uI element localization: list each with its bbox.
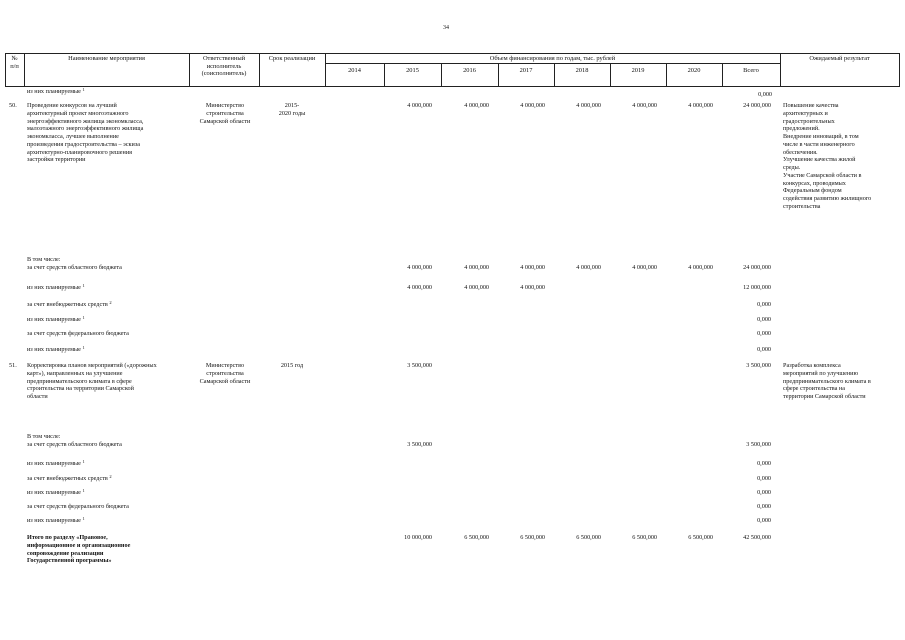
value-cell: 4 000,000 bbox=[688, 264, 713, 271]
header-year-total: Всего bbox=[743, 67, 759, 74]
value-cell: 0,000 bbox=[757, 517, 771, 524]
value-cell: 4 000,000 bbox=[632, 264, 657, 271]
value-cell: 10 000,000 bbox=[404, 534, 432, 541]
sub-row-label: за счет средств федерального бюджета bbox=[27, 330, 129, 337]
section-total-label: Итого по разделу «Правовое, информационное и организационное сопровождение реализации Государственной программы» bbox=[27, 534, 131, 565]
item50-term: 2015- 2020 годы bbox=[278, 102, 306, 117]
value-cell: 4 000,000 bbox=[576, 102, 601, 109]
item50-num: 50. bbox=[9, 102, 17, 109]
header-result: Ожидаемый результат bbox=[809, 55, 870, 62]
value-cell: 0,000 bbox=[757, 301, 771, 308]
value-cell: 42 500,000 bbox=[743, 534, 771, 541]
header-year: 2019 bbox=[631, 67, 645, 74]
item51-num: 51. bbox=[9, 362, 17, 369]
header-year: 2016 bbox=[463, 67, 476, 74]
value-cell: 24 000,000 bbox=[743, 102, 771, 109]
header-year: 2014 bbox=[348, 67, 361, 74]
sub-row-label: из них планируемые $^1$ bbox=[27, 283, 85, 291]
value-cell: 3 500,000 bbox=[407, 441, 432, 448]
value-cell: 0,000 bbox=[757, 330, 771, 337]
sub-row-label: за счет средств областного бюджета bbox=[27, 264, 122, 271]
carry-row-label: из них планируемые $^1$ bbox=[27, 87, 85, 95]
value-cell: 4 000,000 bbox=[632, 102, 657, 109]
item50-name: Проведение конкурсов на лучший архитектурный проект многоэтажного энергоэффективного жилища экономкласса, малоэтажного энергоэффективного жилища экономкласса, лучшее выполнение произведения градостроительства – эскиза архитектурно-планировочного решения застройки территории bbox=[27, 102, 144, 164]
value-cell: 12 000,000 bbox=[743, 284, 771, 291]
value-cell: 4 000,000 bbox=[407, 102, 432, 109]
value-cell: 3 500,000 bbox=[746, 441, 771, 448]
value-cell: 4 000,000 bbox=[464, 284, 489, 291]
item51-executor: Министерство строительства Самарской области bbox=[199, 362, 251, 385]
value-cell: 4 000,000 bbox=[464, 264, 489, 271]
value-cell: 4 000,000 bbox=[407, 284, 432, 291]
header-term: Срок реализации bbox=[268, 55, 316, 62]
header-executor: Ответственный исполнитель (соисполнитель) bbox=[201, 55, 247, 78]
header-top-border bbox=[5, 53, 900, 54]
header-year: 2018 bbox=[575, 67, 589, 74]
value-cell: 24 000,000 bbox=[743, 264, 771, 271]
item51-result: Разработка комплекса мероприятий по улучшению предпринимательского климата в сфере строительства на территории Самарской области bbox=[783, 362, 871, 400]
value-cell: 4 000,000 bbox=[576, 264, 601, 271]
value-cell: 6 500,000 bbox=[576, 534, 601, 541]
value-cell: 4 000,000 bbox=[407, 264, 432, 271]
sub-row-label: за счет средств областного бюджета bbox=[27, 441, 122, 448]
col-divider bbox=[899, 53, 900, 87]
value-cell: 4 000,000 bbox=[688, 102, 713, 109]
item51-term: 2015 год bbox=[280, 362, 304, 369]
value-cell: 6 500,000 bbox=[688, 534, 713, 541]
value-cell: 3 500,000 bbox=[407, 362, 432, 369]
carry-row-total: 0,000 bbox=[758, 91, 772, 98]
header-year: 2015 bbox=[406, 67, 419, 74]
value-cell: 4 000,000 bbox=[520, 284, 545, 291]
value-cell: 4 000,000 bbox=[520, 264, 545, 271]
sub-row-label: из них планируемые $^1$ bbox=[27, 345, 85, 353]
sub-row-label: из них планируемые $^1$ bbox=[27, 315, 85, 323]
value-cell: 4 000,000 bbox=[520, 102, 545, 109]
sub-row-label: из них планируемые $^1$ bbox=[27, 459, 85, 467]
item51-including: В том числе: bbox=[27, 433, 61, 440]
page-number: 34 bbox=[443, 25, 449, 31]
sub-row-label: за счет средств федерального бюджета bbox=[27, 503, 129, 510]
years-divider bbox=[325, 63, 780, 64]
header-year: 2020 bbox=[687, 67, 701, 74]
value-cell: 6 500,000 bbox=[520, 534, 545, 541]
item50-executor: Министерство строительства Самарской области bbox=[199, 102, 251, 125]
item51-name: Корректировка планов мероприятий («дорожных карт»), направленных на улучшение предпринимательского климата в сфере строительства на территории Самарской области bbox=[27, 362, 157, 400]
sub-row-label: из них планируемые $^1$ bbox=[27, 516, 85, 524]
value-cell: 0,000 bbox=[757, 489, 771, 496]
header-financing: Объем финансирования по годам, тыс. рублей bbox=[489, 55, 616, 62]
item50-result: Повышение качества архитектурных и градостроительных предложений. Внедрение инноваций, в том числе в части инженерного обеспечения. Улучшение качества жилой среды. Участие Самарской области в конкурсах, проводимых Федеральным фондом содействия развитию жилищного строительства bbox=[783, 102, 872, 210]
value-cell: 0,000 bbox=[757, 346, 771, 353]
value-cell: 6 500,000 bbox=[632, 534, 657, 541]
value-cell: 0,000 bbox=[757, 316, 771, 323]
sub-row-label: за счет внебюджетных средств $^2$ bbox=[27, 474, 112, 482]
header-num: № п/п bbox=[10, 55, 19, 70]
value-cell: 0,000 bbox=[757, 503, 771, 510]
header-name: Наименование мероприятия bbox=[68, 55, 145, 62]
sub-row-label: из них планируемые $^1$ bbox=[27, 488, 85, 496]
sub-row-label: за счет внебюджетных средств $^2$ bbox=[27, 300, 112, 308]
value-cell: 4 000,000 bbox=[464, 102, 489, 109]
value-cell: 6 500,000 bbox=[464, 534, 489, 541]
value-cell: 0,000 bbox=[757, 460, 771, 467]
value-cell: 0,000 bbox=[757, 475, 771, 482]
header-year: 2017 bbox=[519, 67, 533, 74]
value-cell: 3 500,000 bbox=[746, 362, 771, 369]
item50-including: В том числе: bbox=[27, 256, 61, 263]
header-bottom-border bbox=[5, 86, 900, 87]
